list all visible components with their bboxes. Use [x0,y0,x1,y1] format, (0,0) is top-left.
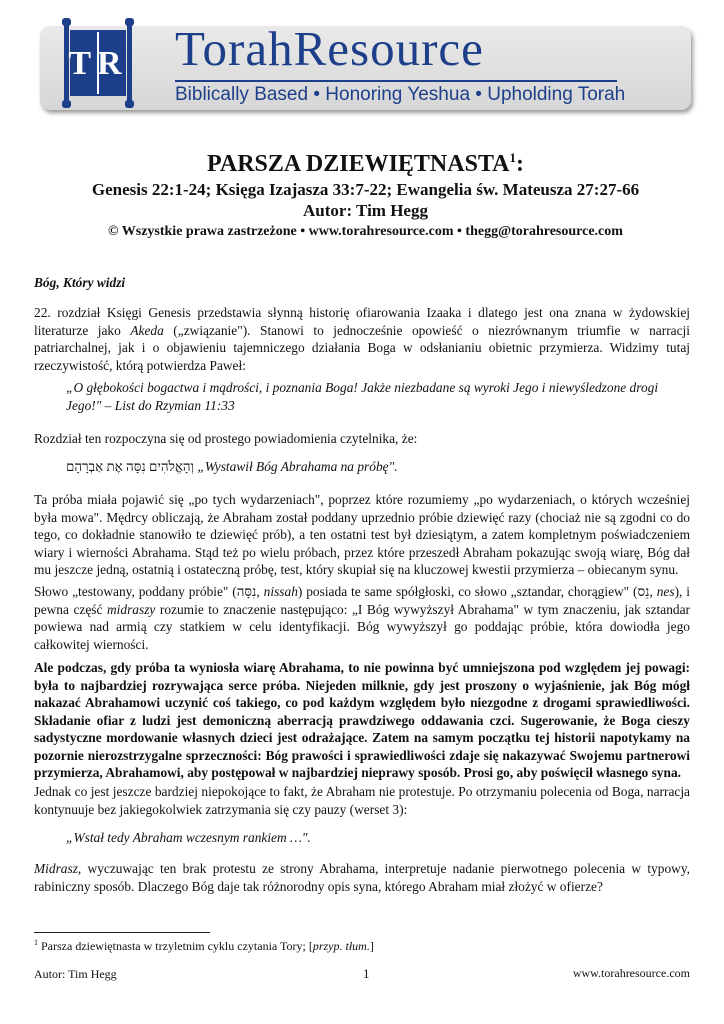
scripture-readings: Genesis 22:1-24; Księga Izajasza 33:7-22; Ewangelia św. Mateusza 27:27-66 [91,180,640,199]
footnote-divider [34,932,210,933]
torah-scroll-logo [60,14,136,110]
copyright-line: © Wszystkie prawa zastrzeżone • www.torahresource.com • thegg@torahresource.com [108,224,623,239]
footnote: $^1$ Parsza dziewiętnasta w trzyletnim cyklu czytania Tory; [przyp. tłum.] [34,938,374,953]
page-number: 1 [363,966,370,981]
brand-name: TorahResource [175,21,484,76]
logo-letters: TR [68,45,128,82]
brand-tagline: Biblically Based • Honoring Yeshua • Upholding Torah [175,84,626,105]
paragraph-4: Słowo „testowany, poddany próbie" (נִסָּה, nissah) posiada te same spółgłoski, co słowo „sztandar, chorągiew" (נֵס, nes), i pewna część midraszy rozumie to znaczenie następująco: „I Bóg wywyższył Abrahama" w tym znaczeniu, jak sztandar powiewa nad armią czy statkiem w celu identyfikacji. Bóg wywyższył go poddając próbie, która dowiodła jego całkowitej wierności. [34,584,691,652]
paragraph-5-bold: Ale podczas, gdy próba ta wyniosła wiarę Abrahama, to nie powinna być umniejszona pod względem jej powagi: była to najbardziej rozrywająca serce próba. Niejeden milknie, gdy jest proszony o wyjaśnienie, jak Bóg mógł nakazać Abrahamowi uczynić coś takiego, co pod każdym względem było niezgodne z drogami sprawiedliwości. Składanie ofiar z ludzi jest demoniczną aberracją prawdziwego oddawania czci. Sugerowanie, że Boga cieszy sadystyczne mordowanie własnych dzieci jest odrażające. Zatem na samym początku tej historii napotykamy na pozornie nierozstrzygalne sprzeczności: Bóg prawości i sprawiedliwości zdaje się nakazywać Swojemu partnerowi przymierza, Abrahamowi, aby postępował w najbardziej nieprawy sposób. Prosi go, aby poświęcił własnego syna. [34,660,690,780]
brand-divider [175,80,617,82]
footnote-ref: 1 [509,150,517,165]
paragraph-7: Midrasz, wyczuwając ten brak protestu ze strony Abrahama, interpretuje nadanie pierwotnego polecenia w typowy, rabiniczny sposób. Dlaczego Bóg daje tak różnorodny opis syna, którego Abraham miał złożyć w ofierze? [34,861,690,894]
quote-romans: „O głębokości bogactwa i mądrości, i poznania Boga! Jakże niezbadane są wyroki Jego i niewyśledzone drogi Jego!" – List do Rzymian 11:33 [66,380,659,413]
section-heading: Bóg, Który widzi [34,275,126,290]
quote-genesis: „Wstał tedy Abraham wczesnym rankiem …". [66,830,311,845]
paragraph-1: 22. rozdział Księgi Genesis przedstawia słynną historię ofiarowania Izaaka i dlatego jest ona znana w żydowskiej literaturze jako Akeda („związanie"). Stanowi to jednocześnie opowieść o niezrównanym triumfie w narracji patriarchalnej, jak i o objawieniu tajemniczego działania Boga w odsłanianiu obietnic przymierza. Widzimy tutaj rzeczywistość, którą potwierdza Paweł: [34,305,690,373]
author-line: Autor: Tim Hegg [303,201,428,220]
paragraph-6: Jednak co jest jeszcze bardziej niepokojące to fakt, że Abraham nie protestuje. Po otrzymaniu polecenia od Boga, narracja kontynuuje bez jakiegokolwiek zatrzymania się czy pauzy (werset 3): [34,784,690,817]
hebrew-text: וְהָאֱלֹהִים נִסָּה אֶת אַבְרָהָם [66,459,195,474]
paragraph-2: Rozdział ten rozpoczyna się od prostego powiadomienia czytelnika, że: [34,431,418,446]
page-title: PARSZA DZIEWIĘTNASTA$^1$: [206,150,525,177]
title-block [40,143,691,221]
footer-author: Autor: Tim Hegg [34,967,117,981]
footer-website[interactable]: www.torahresource.com [572,966,690,980]
paragraph-3: Ta próba miała pojawić się „po tych wydarzeniach", poprzez które rozumiemy „po wydarzeniach, o których wcześniej była mowa". Mędrcy obliczają, że Abraham został poddany uprzednio próbie dziewięć razy (chociaż nie są zgodni co do tego, co dokładnie stanowiło te dziewięć prób), a ten ostatni test był dziesiątym, a zatem kompletnym poświadczeniem wiary i wierności Abrahama. Stąd też po wielu próbach, przez które przeszedł Abraham pokazując swoją wiarę, Bóg dał mu jeszcze jedną, ostatnią i ostateczną próbę, test, który skupiał się na kluczowej kwestii przymierza – obiecanym synu. [34,492,690,577]
hebrew-quote-line: וְהָאֱלֹהִים נִסָּה אֶת אַבְרָהָם „Wystawił Bóg Abrahama na próbę". [66,459,398,474]
